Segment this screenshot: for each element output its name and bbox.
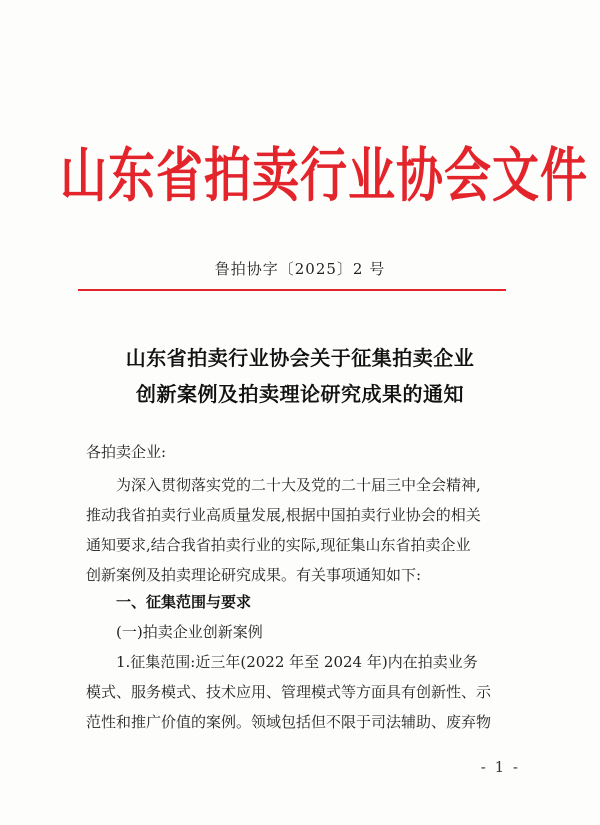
notice-title-line-1: 山东省拍卖行业协会关于征集拍卖企业: [125, 346, 475, 370]
paragraph-intro: [86, 470, 514, 590]
paragraph-line: 为深入贯彻落实党的二十大及党的二十届三中全会精神,: [116, 476, 481, 494]
notice-title: [0, 340, 600, 412]
salutation: 各拍卖企业:: [86, 443, 167, 461]
header-divider-rule: [78, 289, 506, 291]
paragraph-line: 范性和推广价值的案例。领域包括但不限于司法辅助、废弃物: [86, 713, 492, 731]
document-number: 鲁拍协字〔2025〕2 号: [214, 260, 386, 278]
paragraph-line: 1.征集范围:近三年(2022 年至 2024 年)内在拍卖业务: [116, 653, 478, 671]
paragraph-line: 通知要求,结合我省拍卖行业的实际,现征集山东省拍卖企业: [86, 536, 471, 554]
paragraph-scope: [86, 647, 514, 737]
subsection-heading: (一)拍卖企业创新案例: [116, 623, 263, 641]
notice-title-line-2: 创新案例及拍卖理论研究成果的通知: [136, 382, 464, 406]
paragraph-line: 推动我省拍卖行业高质量发展,根据中国拍卖行业协会的相关: [86, 506, 481, 524]
paragraph-line: 模式、服务模式、技术应用、管理模式等方面具有创新性、示: [86, 683, 492, 701]
section-heading: 一、征集范围与要求: [116, 593, 252, 611]
paragraph-line: 创新案例及拍卖理论研究成果。有关事项通知如下:: [86, 566, 422, 584]
org-header-title: 山东省拍卖行业协会文件: [60, 141, 588, 211]
page-number: - 1 -: [480, 758, 520, 776]
